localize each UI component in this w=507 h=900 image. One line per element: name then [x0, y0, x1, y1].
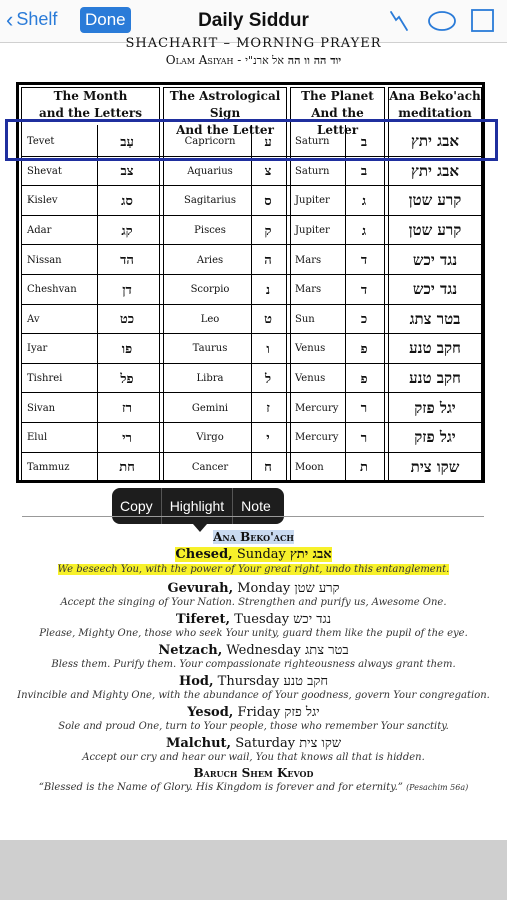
table-cell-mheb: הד — [120, 253, 134, 269]
table-cell-pheb: ב — [360, 134, 368, 150]
table-cell-med: שקו צית — [410, 457, 460, 476]
back-label: Shelf — [16, 9, 58, 29]
table-cell-mheb: פו — [121, 341, 133, 357]
prayer-line: Yesod, Friday יגל פזק — [187, 705, 320, 720]
page-title: Daily Siddur — [198, 10, 309, 31]
table-cell-planet: Mercury — [295, 432, 339, 444]
table-cell-sheb: ט — [264, 312, 272, 328]
table-cell-month: Kislev — [27, 195, 58, 207]
table-cell-pheb: פ — [360, 341, 368, 357]
pen-icon[interactable] — [388, 8, 410, 34]
table-cell-planet: Mercury — [295, 402, 339, 414]
table-cell-month: Shevat — [27, 165, 62, 177]
section-heading — [0, 530, 507, 544]
table-cell-med: קרע שטן — [408, 221, 462, 240]
table-cell-sheb: ע — [264, 134, 272, 150]
table-cell-pheb: ג — [361, 193, 367, 209]
table-cell-planet: Venus — [295, 373, 326, 385]
table-cell-med: יגל פזק — [414, 428, 456, 447]
table-cell-month: Iyar — [27, 343, 48, 355]
table-cell-pheb: כ — [360, 312, 368, 328]
table-cell-sign: Leo — [200, 313, 220, 325]
highlight-menu-item[interactable]: Highlight — [169, 498, 225, 514]
table-cell-sign: Pisces — [194, 225, 226, 237]
closing-heading: Baruch Shem Kevod — [193, 766, 314, 780]
table-cell-mheb: כט — [119, 312, 135, 328]
column-header: Ana Beko'ach meditation — [389, 89, 481, 120]
table-cell-planet: Venus — [295, 343, 326, 355]
table-cell-sign: Aquarius — [187, 165, 233, 177]
note-menu-item[interactable]: Note — [241, 498, 271, 514]
selected-text[interactable]: Ana Beko'ach — [213, 530, 294, 544]
prayer-translation: Please, Mighty One, those who seek Your unity, guard them like the pupil of the eye. — [39, 628, 468, 639]
annotation-rectangle[interactable] — [5, 119, 498, 161]
table-cell-pheb: ת — [360, 460, 368, 476]
table-cell-sheb: צ — [264, 164, 272, 180]
ellipse-shape-icon[interactable] — [427, 8, 457, 34]
table-cell-sheb: ח — [264, 460, 272, 476]
highlighted-text[interactable]: Chesed, Sunday אבג יתץ — [175, 547, 332, 562]
table-cell-pheb: ר — [360, 401, 368, 417]
table-cell-sheb: ז — [266, 401, 270, 417]
table-cell-sign: Capricorn — [184, 136, 236, 148]
table-cell-month: Adar — [27, 225, 52, 237]
column-header: The Planet And the Letter — [301, 89, 374, 137]
table-cell-med: אבג יתץ — [411, 161, 459, 180]
table-cell-mheb: חת — [119, 460, 135, 476]
table-cell-month: Tishrei — [27, 373, 63, 385]
table-cell-sign: Gemini — [191, 402, 229, 414]
cell-divider — [251, 125, 252, 481]
table-cell-planet: Mars — [295, 254, 322, 266]
column-header: The Month and the Letters — [38, 89, 143, 120]
table-cell-mheb: רז — [121, 401, 132, 417]
table-cell-med: קרע שטן — [408, 191, 462, 210]
table-cell-mheb: דן — [122, 282, 132, 298]
table-cell-med: חקב טנע — [409, 339, 461, 358]
table-cell-pheb: ב — [360, 164, 368, 180]
table-cell-sheb: י — [266, 430, 270, 446]
table-cell-planet: Sun — [295, 313, 315, 325]
table-cell-pheb: ר — [360, 430, 368, 446]
prayer-translation: Accept the singing of Your Nation. Strengthen and purify us, Awesome One. — [60, 597, 447, 608]
prayer-line: Netzach, Wednesday בטר צתג — [158, 643, 349, 658]
table-cell-med: אבג יתץ — [411, 132, 459, 151]
table-cell-sign: Virgo — [196, 432, 224, 444]
table-cell-mheb: קג — [121, 223, 133, 239]
table-cell-mheb: סג — [121, 193, 133, 209]
cell-divider — [97, 125, 98, 481]
table-cell-sign: Taurus — [192, 343, 228, 355]
prayer-translation: Sole and proud One, turn to Your people, those who remember Your sanctity. — [58, 721, 449, 732]
cell-divider — [345, 125, 346, 481]
context-menu — [112, 488, 284, 524]
table-cell-pheb: ג — [361, 223, 367, 239]
bottom-bar — [0, 840, 507, 900]
table-cell-med: בטר צתג — [409, 309, 461, 328]
table-cell-pheb: פ — [360, 371, 368, 387]
table-cell-mheb: פל — [120, 371, 134, 387]
prayer-line: Gevurah, Monday קרע שטן — [167, 581, 340, 596]
table-cell-pheb: ד — [360, 253, 368, 269]
divider — [22, 516, 484, 517]
chevron-left-icon: ‹ — [6, 6, 14, 32]
table-cell-month: Tevet — [27, 136, 55, 148]
prayer-line: Malchut, Saturday שקו צית — [165, 736, 342, 751]
table-cell-sheb: ק — [264, 223, 272, 239]
table-cell-mheb: עַב — [120, 134, 134, 150]
table-cell-month: Nissan — [27, 254, 62, 266]
section-header: SHACHARIT – MORNING PRAYER — [125, 36, 382, 48]
table-cell-sign: Libra — [196, 373, 224, 385]
table-cell-sheb: נ — [265, 282, 271, 298]
prayer-translation: Accept our cry and hear our wail, You that knows all that is hidden. — [82, 752, 425, 763]
section-subheader: Olam Asiyah - יוד הה וו הה אל ארנ"י — [165, 53, 342, 67]
done-button[interactable]: Done — [80, 7, 131, 33]
table-cell-planet: Saturn — [295, 165, 330, 177]
table-cell-sign: Aries — [196, 254, 224, 266]
table-cell-sheb: ס — [264, 193, 272, 209]
prayer-line: Hod, Thursday חקב טנע — [178, 674, 329, 689]
table-cell-month: Tammuz — [27, 461, 70, 473]
closing-translation: “Blessed is the Name of Glory. His Kingdom is forever and for eternity.” (Pesachim 56a) — [38, 782, 469, 793]
copy-menu-item[interactable]: Copy — [120, 498, 153, 514]
table-cell-sheb: ה — [264, 253, 272, 269]
prayer-translation: We beseech You, with the power of Your great right, undo this entanglement. — [57, 564, 450, 575]
table-cell-month: Elul — [27, 432, 48, 444]
table-cell-planet: Jupiter — [295, 195, 330, 207]
prayer-line: Tiferet, Tuesday נגד יכש — [175, 612, 332, 627]
table-cell-mheb: צב — [120, 164, 134, 180]
table-cell-month: Sivan — [27, 402, 56, 414]
table-cell-mheb: רי — [122, 430, 132, 446]
table-cell-sign: Scorpio — [190, 284, 230, 296]
table-cell-sign: Cancer — [191, 461, 229, 473]
table-cell-planet: Moon — [295, 461, 324, 473]
table-cell-med: נגד יכש — [412, 280, 458, 299]
table-cell-med: חקב טנע — [409, 369, 461, 388]
table-cell-pheb: ד — [360, 282, 368, 298]
prayer-translation: Bless them. Purify them. Your compassionate righteousness always grant them. — [51, 659, 456, 670]
table-cell-sheb: ו — [266, 341, 270, 357]
rectangle-shape-icon[interactable] — [470, 8, 496, 34]
table-cell-sign: Sagitarius — [184, 195, 236, 207]
prayer-translation: Invincible and Mighty One, with the abundance of Your goodness, govern Your congregation. — [17, 690, 490, 701]
table-cell-med: נגד יכש — [412, 250, 458, 269]
table-cell-planet: Mars — [295, 284, 322, 296]
table-cell-month: Cheshvan — [27, 284, 77, 296]
column-header: The Astrological Sign And the Letter — [169, 89, 281, 137]
table-cell-month: Av — [27, 313, 40, 325]
table-cell-med: יגל פזק — [414, 398, 456, 417]
table-cell-planet: Jupiter — [295, 225, 330, 237]
table-cell-planet: Saturn — [295, 136, 330, 148]
table-cell-sheb: ל — [264, 371, 272, 387]
prayer-line — [0, 546, 507, 562]
